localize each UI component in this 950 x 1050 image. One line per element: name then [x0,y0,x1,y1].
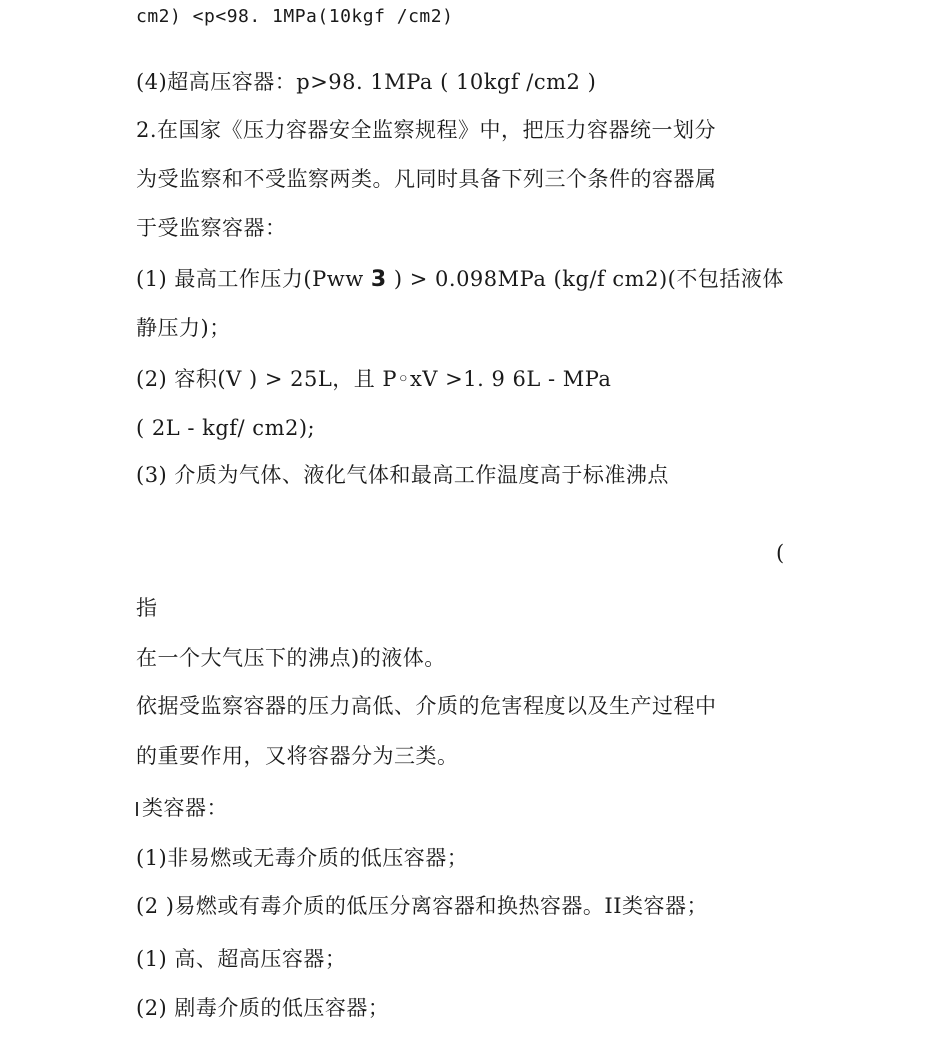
text-line: 2.在国家《压力容器安全监察规程》中，把压力容器统一划分 [136,118,717,142]
text-line: (1) 高、超高压容器； [136,947,347,971]
text-line: 为受监察和不受监察两类。凡同时具备下列三个条件的容器属 [136,167,717,191]
text-line: (2) 容积(V ) > 25L，且 P◦xV >1. 9 6L - MPa [136,367,612,391]
text-segment: 3 [370,267,387,292]
text-line: 指 [136,596,158,620]
text-line: ( [776,541,785,565]
text-line: 依据受监察容器的压力高低、介质的危害程度以及生产过程中 [136,694,717,718]
text-segment: (1) 最高工作压力(Pww [136,267,364,291]
text-line: cm2) <p<98. 1MPa(10kgf /cm2) [136,6,454,27]
text-line: 的重要作用，又将容器分为三类。 [136,744,459,768]
text-line: 于受监察容器： [136,216,287,240]
text-line: (4)超高压容器：p>98. 1MPa ( 10kgf /cm2 ) [136,70,597,94]
text-segment: 类容器： [142,796,228,820]
text-line: (2) 剧毒介质的低压容器； [136,996,390,1020]
text-line [136,795,228,821]
text-line: ( 2L - kgf/ cm2); [136,416,316,440]
text-line: 在一个大气压下的沸点)的液体。 [136,646,446,670]
text-line: (2 )易燃或有毒介质的低压分离容器和换热容器。II类容器； [136,894,709,918]
text-line: (3) 介质为气体、液化气体和最高工作温度高于标准沸点 [136,463,669,487]
text-segment: ) > 0.098MPa (kg/f cm2)(不包括液体 [393,267,784,291]
text-line [136,266,784,293]
vertical-bar-mark [136,802,138,816]
text-line: (1)非易燃或无毒介质的低压容器； [136,846,469,870]
text-line: 静压力)； [136,316,231,340]
